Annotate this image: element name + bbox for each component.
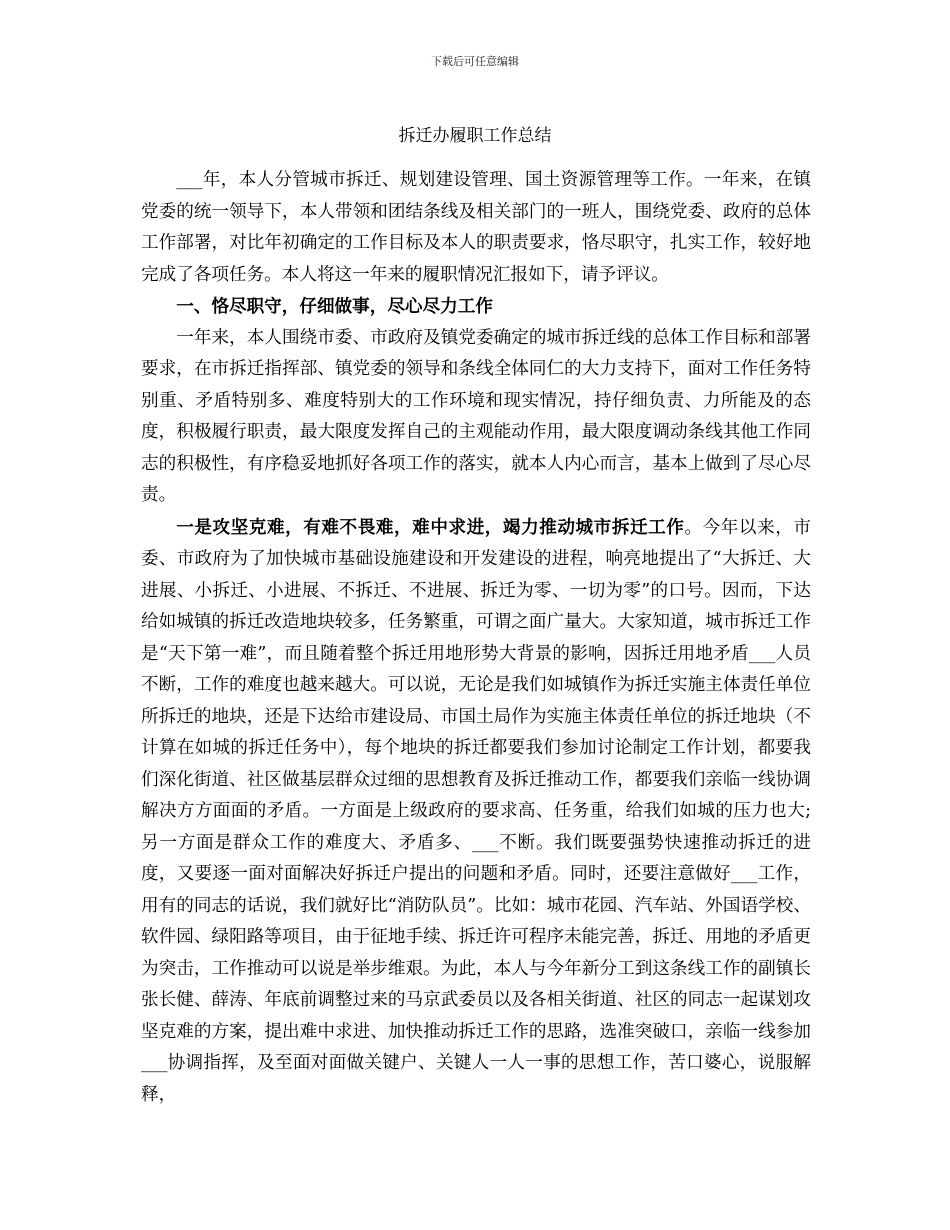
paragraph-overview: 一年来，本人围绕市委、市政府及镇党委确定的城市拆迁线的总体工作目标和部署要求，在市拆迁指挥部、镇党委的领导和条线全体同仁的大力支持下，面对工作任务特别重、矛盾特别多、难度特别大的工作环境和现实情况，持仔细负责、力所能及的态度，积极履行职责，最大限度发挥自己的主观能动作用，最大限度调动条线其他工作同志的积极性，有序稳妥地抓好各项工作的落实，就本人内心而言，基本上做到了尽心尽责。 [141, 327, 811, 505]
paragraph-point-1 [141, 512, 811, 1112]
paragraph-intro: ___年，本人分管城市拆迁、规划建设管理、国土资源管理等工作。一年来，在镇党委的统一领导下，本人带领和团结条线及相关部门的一班人，围绕党委、政府的总体工作部署，对比年初确定的工作目标及本人的职责要求，恪尽职守，扎实工作，较好地完成了各项任务。本人将这一年来的履职情况汇报如下，请予评议。 [141, 170, 811, 285]
section-heading-1: 一、恪尽职守，仔细做事，尽心尽力工作 [176, 296, 493, 317]
document-body [141, 165, 811, 1111]
paragraph-point-1-lead: 一是攻坚克难，有难不畏难，难中求进，竭力推动城市拆迁工作 [176, 516, 685, 538]
header-note: 下载后可任意编辑 [431, 55, 519, 68]
document-title: 拆迁办履职工作总结 [398, 126, 552, 146]
paragraph-point-1-text: 。今年以来，市委、市政府为了加快城市基础设施建设和开发建设的进程，响亮地提出了“大拆迁、大进展、小拆迁、小进展、不拆迁、不进展、拆迁为零、一切为零”的口号。因而，下达给如城镇的拆迁改造地块较多，任务繁重，可谓之面广量大。大家知道，城市拆迁工作是“天下第一难”，而且随着整个拆迁用地形势大背景的影响，因拆迁用地矛盾___人员不断，工作的难度也越来越大。可以说，无论是我们如城镇作为拆迁实施主体责任单位所拆迁的地块，还是下达给市建设局、市国土局作为实施主体责任单位的拆迁地块（不计算在如城的拆迁任务中），每个地块的拆迁都要我们参加讨论制定工作计划，都要我们深化街道、社区做基层群众过细的思想教育及拆迁推动工作，都要我们亲临一线协调解决方方面面的矛盾。一方面是上级政府的要求高、任务重，给我们如城的压力也大;另一方面是群众工作的难度大、矛盾多、___不断。我们既要强势快速推动拆迁的进度，又要逐一面对面解决好拆迁户提出的问题和矛盾。同时，还要注意做好___工作，用有的同志的话说，我们就好比“消防队员”。比如：城市花园、汽车站、外国语学校、软件园、绿阳路等项目，由于征地手续、拆迁许可程序未能完善，拆迁、用地的矛盾更为突击，工作推动可以说是举步维艰。为此，本人与今年新分工到这条线工作的副镇长张长健、薛涛、年底前调整过来的马京武委员以及各相关街道、社区的同志一起谋划攻坚克难的方案，提出难中求进、加快推动拆迁工作的思路，选准突破口，亲临一线参加___协调指挥，及至面对面做关键户、关键人一人一事的思想工作，苦口婆心，说服解释， [141, 517, 811, 1105]
